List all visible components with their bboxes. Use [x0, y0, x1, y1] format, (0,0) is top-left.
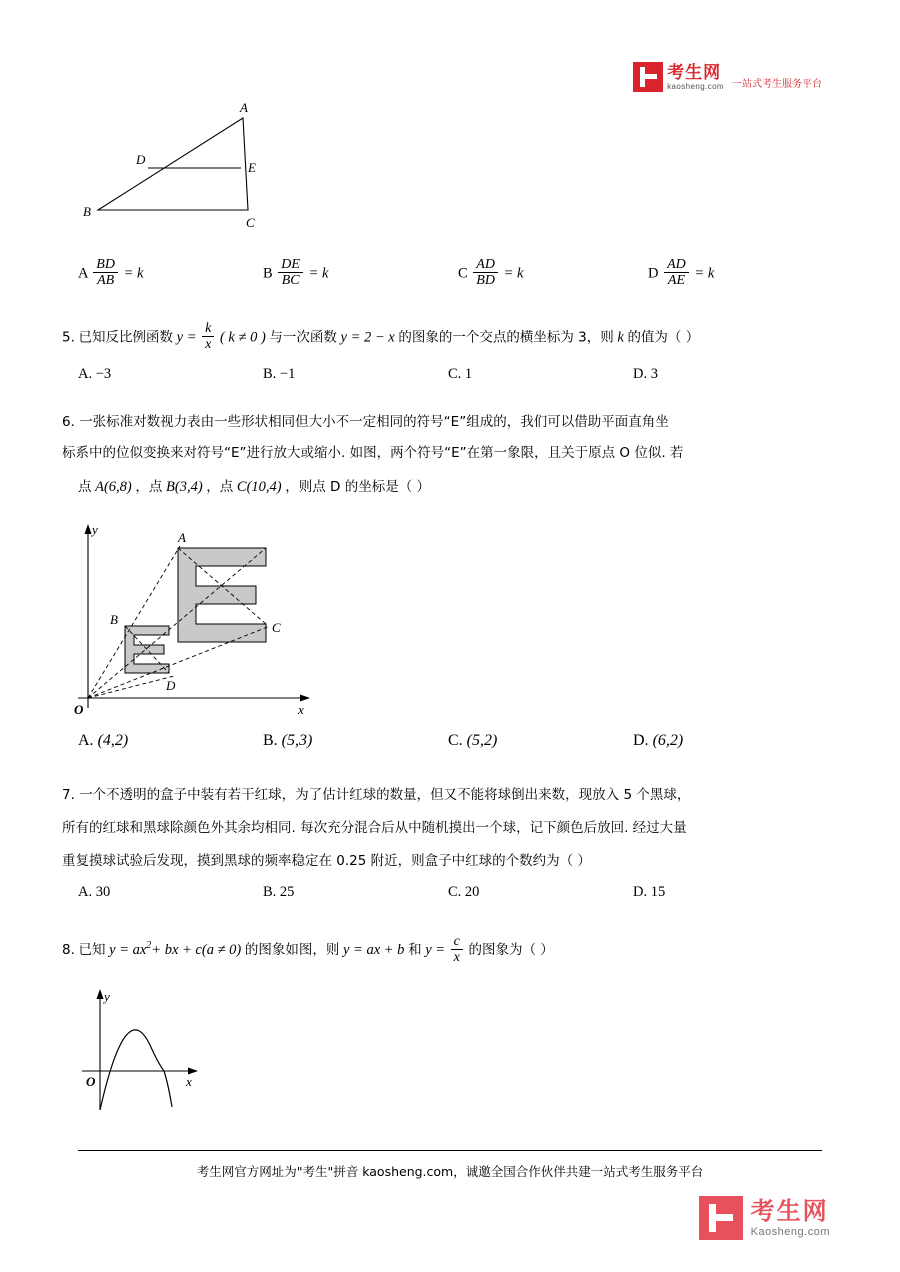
svg-text:B: B [110, 612, 118, 627]
q8-text-c: 和 [408, 941, 422, 958]
q4-option-a-den: AB [93, 272, 118, 289]
q6-line3-post: ，则点 D 的坐标是（ ） [285, 479, 431, 495]
logo-text [667, 64, 724, 91]
q7-option-a-value: 30 [95, 884, 111, 900]
q8-formula-b: y = ax + b [342, 941, 405, 958]
q4-option-b[interactable] [263, 258, 328, 290]
q4-option-b-tail: = k [308, 265, 329, 282]
q6-point-c: C(10,4) [236, 479, 282, 495]
q5-k-label: k [617, 329, 624, 346]
svg-text:D: D [136, 152, 146, 167]
q6-stem-line3 [78, 472, 868, 503]
q8-formula-a-rest: + bx + c(a ≠ 0) [151, 941, 242, 958]
q7-option-c-value: 20 [464, 884, 480, 900]
q7-line3: 重复摸球试验后发现，摸到黑球的频率稳定在 0.25 附近，则盒子中红球的个数约为（ ） [62, 853, 591, 869]
q7-stem-line2 [62, 813, 862, 844]
logo-cn-text: 考生网 [667, 62, 722, 82]
footer-logo-cn: 考生网 [750, 1196, 829, 1225]
figure-e-homothety [70, 518, 340, 718]
logo-en-text: kaosheng.com [667, 81, 724, 91]
svg-text:x: x [298, 702, 304, 717]
footer-logo-mark-icon [699, 1196, 743, 1240]
q4-option-d-tail: = k [694, 265, 715, 282]
q6-stem-line1 [62, 407, 852, 438]
q8-text-a: 已知 [78, 941, 106, 958]
q8-fraction-c-over-x [451, 934, 463, 966]
q5-text-d: 的值为（ ） [627, 329, 700, 346]
svg-text:D: D [166, 678, 176, 693]
q5-stem [62, 322, 852, 354]
q6-line3-pre: 点 [78, 479, 92, 495]
q4-option-c-den: BD [473, 272, 498, 289]
q4-option-c-key: C [458, 265, 468, 282]
svg-text:O: O [74, 702, 84, 717]
logo-slogan-text: 一站式考生服务平台 [732, 79, 822, 90]
q4-option-a-key: A [78, 265, 88, 282]
q5-option-d[interactable] [633, 366, 658, 383]
q8-frac-den: x [451, 949, 463, 966]
q6-option-c[interactable] [448, 732, 497, 750]
q6-option-d[interactable] [633, 732, 683, 750]
q4-option-d-num: AD [667, 257, 686, 272]
q4-option-c-fraction [473, 257, 498, 289]
q5-number: 5. [62, 329, 75, 346]
q6-sep1: ，点 [135, 479, 163, 495]
q6-point-b: B(3,4) [166, 479, 203, 495]
svg-text:C: C [246, 215, 255, 230]
q8-number: 8. [62, 941, 75, 958]
q7-option-a-key: A. [78, 884, 93, 900]
svg-text:y: y [104, 989, 110, 1004]
q7-option-c-key: C. [448, 884, 462, 900]
q7-option-b[interactable] [263, 884, 294, 901]
q6-line2: 标系中的位似变换来对符号“E”进行放大或缩小. 如图，两个符号“E”在第一象限，且关于原点 O 位似. 若 [62, 445, 684, 461]
q4-option-c-num: AD [476, 257, 495, 272]
q4-option-a-tail: = k [123, 265, 144, 282]
q5-text-b: 与一次函数 [269, 329, 337, 346]
q6-line1: 一张标准对数视力表由一些形状相同但大小不一定相同的符号“E”组成的，我们可以借助平面直角坐 [79, 414, 669, 430]
q4-option-c[interactable] [458, 258, 523, 290]
q5-text-c: 的图象的一个交点的横坐标为 3，则 [398, 329, 614, 346]
footer-logo-en: Kaosheng.com [750, 1225, 830, 1238]
q4-option-d-den: AE [664, 272, 689, 289]
q4-option-b-den: BC [278, 272, 303, 289]
q7-option-b-key: B. [263, 884, 277, 900]
q4-option-b-fraction [278, 257, 303, 289]
footer-divider [78, 1150, 822, 1151]
q6-option-b[interactable] [263, 732, 312, 750]
figure-triangle-svg [78, 100, 318, 235]
q7-option-a[interactable] [78, 884, 110, 901]
q8-formula-a-exponent: 2 [146, 940, 152, 951]
q4-option-b-key: B [263, 265, 273, 282]
q5-option-a[interactable] [78, 366, 111, 383]
footer-text: 考生网官方网址为"考生"拼音 kaosheng.com，诚邀全国合作伙伴共建一站式考生服务平台 [196, 1164, 704, 1179]
q4-option-c-tail: = k [503, 265, 524, 282]
q6-option-b-key: B. [263, 732, 278, 749]
svg-text:A: A [240, 100, 248, 115]
figure-parabola [78, 985, 218, 1115]
q6-stem-line2 [62, 438, 852, 469]
q6-option-a-value: (4,2) [97, 732, 129, 749]
q5-condition: ( k ≠ 0 ) [219, 329, 266, 346]
q5-frac-den: x [202, 336, 214, 353]
q6-sep2: ，点 [206, 479, 234, 495]
q7-number: 7. [62, 787, 75, 803]
figure-triangle-abc [78, 100, 318, 235]
q5-option-a-key: A. [78, 366, 93, 382]
q4-option-a-num: BD [96, 257, 115, 272]
q7-option-b-value: 25 [279, 884, 295, 900]
q6-option-b-value: (5,3) [281, 732, 313, 749]
q4-option-a-fraction [93, 257, 118, 289]
q4-option-d-key: D [648, 265, 659, 282]
q4-option-a[interactable] [78, 258, 143, 290]
q4-option-b-num: DE [281, 257, 300, 272]
q6-option-c-value: (5,2) [466, 732, 498, 749]
q6-option-d-key: D. [633, 732, 649, 749]
q6-option-c-key: C. [448, 732, 463, 749]
svg-text:O: O [86, 1074, 96, 1089]
q8-frac-num: c [453, 933, 460, 949]
site-logo-header [633, 62, 822, 92]
q6-number: 6. [62, 414, 75, 430]
q6-point-a: A(6,8) [95, 479, 132, 495]
site-logo-footer [699, 1196, 830, 1240]
q4-option-d[interactable] [648, 258, 714, 290]
q7-stem-line3 [62, 846, 862, 877]
svg-text:C: C [272, 620, 281, 635]
svg-text:y: y [92, 522, 98, 537]
q8-formula-a: y = ax [109, 941, 147, 958]
q7-option-c[interactable] [448, 884, 479, 901]
q5-text-a: 已知反比例函数 [78, 329, 174, 346]
q5-option-c-value: 1 [464, 366, 473, 382]
svg-text:x: x [186, 1074, 192, 1089]
q7-line1: 一个不透明的盒子中装有若干红球，为了估计红球的数量，但又不能将球倒出来数，现放入 5 个黑球， [79, 787, 691, 803]
q5-formula-linear: y = 2 − x [340, 329, 395, 346]
svg-text:E: E [248, 160, 256, 175]
q4-options [78, 258, 838, 292]
q7-option-d-key: D. [633, 884, 648, 900]
q5-fraction-k-over-x [202, 321, 214, 353]
q8-stem [62, 930, 862, 967]
q5-option-c-key: C. [448, 366, 462, 382]
figure-e-svg [70, 518, 340, 718]
q6-option-d-value: (6,2) [652, 732, 684, 749]
q5-option-d-value: 3 [650, 366, 658, 382]
q5-frac-num: k [205, 321, 212, 336]
footer-logo-text [750, 1196, 830, 1238]
figure-parabola-svg [78, 985, 218, 1115]
q8-formula-c: y = [425, 941, 446, 958]
q8-text-b: 的图象如图，则 [244, 941, 340, 958]
q5-option-c[interactable] [448, 366, 472, 383]
q7-line2: 所有的红球和黑球除颜色外其余均相同. 每次充分混合后从中随机摸出一个球，记下颜色后放回. 经过大量 [62, 820, 687, 836]
q7-stem-line1 [62, 780, 862, 811]
svg-text:A: A [178, 530, 186, 545]
q5-option-d-key: D. [633, 366, 648, 382]
q8-text-d: 的图象为（ ） [468, 941, 554, 958]
q7-option-d[interactable] [633, 884, 665, 901]
svg-text:B: B [83, 204, 91, 219]
q7-option-d-value: 15 [650, 884, 666, 900]
q5-option-a-value: −3 [95, 366, 112, 382]
q5-formula-y: y = [176, 329, 197, 346]
q5-option-b-value: −1 [279, 366, 296, 382]
q6-option-a-key: A. [78, 732, 94, 749]
q6-option-a[interactable] [78, 732, 128, 750]
logo-mark-icon [633, 62, 663, 92]
q5-option-b[interactable] [263, 366, 295, 383]
q4-option-d-fraction [664, 257, 689, 289]
q5-option-b-key: B. [263, 366, 277, 382]
